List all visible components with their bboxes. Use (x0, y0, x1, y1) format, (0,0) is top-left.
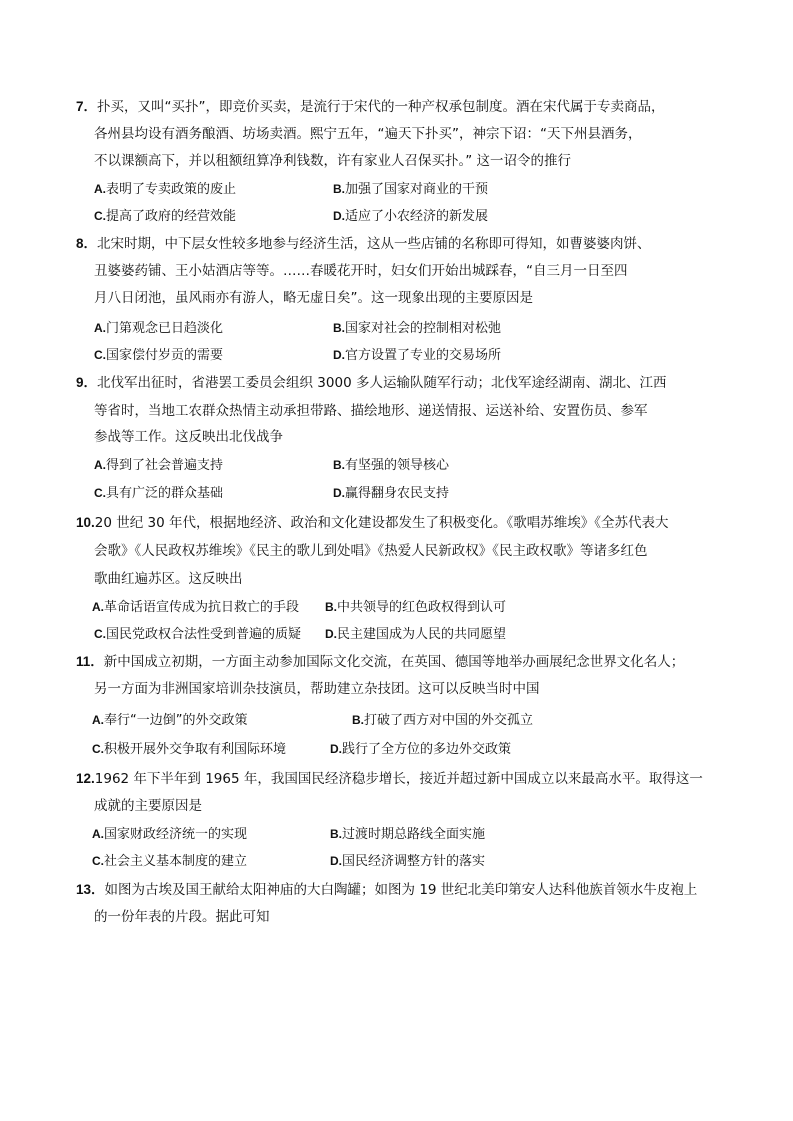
question-line (94, 908, 270, 926)
option-letter: C. (92, 742, 104, 756)
question-text: 等省时，当地工农群众热情主动承担带路、描绘地形、递送情报、运送补给、安置伤员、参军 (94, 403, 648, 419)
option-letter: B. (333, 458, 345, 472)
question-line (76, 881, 697, 899)
option-letter: D. (333, 348, 345, 362)
option-letter: D. (333, 486, 345, 500)
option-text: 国家财政经济统一的实现 (104, 827, 248, 842)
option-d[interactable] (330, 852, 485, 871)
question-line (94, 152, 571, 170)
question-line (94, 570, 243, 588)
question-number: 7． (76, 99, 98, 114)
option-text: 中共领导的红色政权得到认可 (337, 600, 507, 615)
question-line (94, 797, 202, 815)
question-line (76, 514, 669, 532)
question-text: 北伐军出征时，省港罢工委员会组织 3000 多人运输队随军行动；北伐军途经湖南、湖北、江西 (97, 375, 667, 391)
option-text: 打破了西方对中国的外交孤立 (364, 713, 534, 728)
option-text: 国民经济调整方针的落实 (342, 854, 486, 869)
option-letter: D. (325, 627, 337, 641)
question-line (76, 235, 651, 253)
option-text: 得到了社会普遍支持 (106, 458, 224, 473)
question-text: 歌曲红遍苏区。这反映出 (94, 571, 243, 587)
option-text: 有坚强的领导核心 (345, 458, 450, 473)
question-text: 不以课额高下，并以租额纽算净利钱数，许有家业人召保买扑。” 这一诏令的推行 (94, 153, 572, 169)
option-c[interactable] (94, 625, 301, 644)
question-text: 成就的主要原因是 (94, 798, 202, 814)
option-text: 过渡时期总路线全面实施 (342, 827, 486, 842)
option-letter: B. (333, 321, 345, 335)
question-text: 丑婆婆药铺、王小姑酒店等等。……春暖花开时，妇女们开始出城踩春，“自三月一日至四 (94, 263, 628, 279)
option-letter: B. (325, 600, 337, 614)
question-text: 各州县均设有酒务酿酒、坊场卖酒。熙宁五年，“遍天下扑买”，神宗下诏：“天下州县酒务， (94, 126, 642, 142)
question-line (94, 428, 283, 446)
option-letter: D. (333, 209, 345, 223)
option-text: 国民党政权合法性受到普遍的质疑 (106, 627, 302, 642)
question-line (94, 262, 628, 280)
option-a[interactable] (92, 711, 247, 730)
option-text: 门第观念已日趋淡化 (106, 321, 224, 336)
question-text: 月八日闭池，虽风雨亦有游人，略无虚日矣”。这一现象出现的主要原因是 (94, 290, 533, 306)
question-text: 参战等工作。这反映出北伐战争 (94, 429, 283, 445)
option-d[interactable] (330, 740, 511, 759)
question-line (94, 289, 533, 307)
option-text: 国家偿付岁贡的需要 (106, 348, 224, 363)
option-text: 加强了国家对商业的干预 (345, 182, 489, 197)
option-letter: A. (92, 827, 104, 841)
option-b[interactable] (352, 711, 533, 730)
question-line (76, 374, 666, 392)
question-text: 1962 年下半年到 1965 年，我国国民经济稳步增长，接近并超过新中国成立以来最高水平。取得这一 (94, 771, 703, 787)
question-line (76, 653, 684, 671)
option-b[interactable] (325, 598, 506, 617)
option-text: 国家对社会的控制相对松弛 (345, 321, 502, 336)
option-text: 官方设置了专业的交易场所 (345, 348, 502, 363)
question-line (76, 770, 703, 788)
option-c[interactable] (94, 484, 223, 503)
option-letter: C. (92, 854, 104, 868)
option-letter: C. (94, 627, 106, 641)
option-letter: A. (94, 321, 106, 335)
option-a[interactable] (94, 180, 236, 199)
question-number: 13． (76, 882, 105, 897)
option-a[interactable] (94, 456, 223, 475)
option-letter: B. (352, 713, 364, 727)
option-letter: C. (94, 209, 106, 223)
question-text: 如图为古埃及国王献给太阳神庙的大白陶罐；如图为 19 世纪北美印第安人达科他族首领水牛皮袍上 (104, 882, 698, 898)
question-line (76, 98, 665, 116)
option-text: 革命话语宣传成为抗日救亡的手段 (104, 600, 300, 615)
option-text: 践行了全方位的多边外交政策 (342, 742, 512, 757)
option-b[interactable] (333, 319, 501, 338)
option-d[interactable] (333, 484, 449, 503)
question-text: 的一份年表的片段。据此可知 (94, 909, 270, 925)
option-a[interactable] (94, 319, 223, 338)
option-text: 适应了小农经济的新发展 (345, 209, 489, 224)
option-text: 民主建国成为人民的共同愿望 (337, 627, 507, 642)
option-text: 赢得翻身农民支持 (345, 486, 450, 501)
option-c[interactable] (92, 740, 286, 759)
question-text: 会歌》《人民政权苏维埃》《民主的歌儿到处唱》《热爱人民新政权》《民主政权歌》等诸多红色 (94, 543, 648, 559)
option-c[interactable] (94, 346, 223, 365)
option-text: 奉行“一边倒”的外交政策 (104, 713, 248, 728)
option-letter: C. (94, 486, 106, 500)
question-text: 新中国成立初期，一方面主动参加国际文化交流，在英国、德国等地举办画展纪念世界文化名人； (103, 654, 685, 670)
question-number: 10. (76, 515, 95, 530)
option-b[interactable] (330, 825, 485, 844)
option-letter: B. (333, 182, 345, 196)
option-a[interactable] (92, 825, 247, 844)
option-letter: A. (94, 458, 106, 472)
option-d[interactable] (333, 346, 501, 365)
question-number: 11． (76, 654, 104, 669)
question-number: 9． (76, 375, 98, 390)
option-letter: A. (94, 182, 106, 196)
option-letter: B. (330, 827, 342, 841)
question-text: 另一方面为非洲国家培训杂技演员，帮助建立杂技团。这可以反映当时中国 (94, 681, 540, 697)
question-line (94, 680, 540, 698)
option-text: 提高了政府的经营效能 (106, 209, 237, 224)
option-letter: A. (92, 600, 104, 614)
option-letter: C. (94, 348, 106, 362)
question-line (94, 402, 648, 420)
option-text: 具有广泛的群众基础 (106, 486, 224, 501)
question-text: 20 世纪 30 年代，根据地经济、政治和文化建设都发生了积极变化。《歌唱苏维埃》《全苏代表大 (94, 515, 669, 531)
question-number: 12. (76, 771, 95, 786)
option-d[interactable] (325, 625, 506, 644)
option-a[interactable] (92, 598, 299, 617)
question-line (94, 125, 641, 143)
option-b[interactable] (333, 456, 449, 475)
option-letter: A. (92, 713, 104, 727)
question-text: 扑买，又叫“买扑”，即竞价买卖，是流行于宋代的一种产权承包制度。酒在宋代属于专卖商品， (97, 99, 665, 115)
option-letter: D. (330, 742, 342, 756)
question-line (94, 542, 648, 560)
option-text: 社会主义基本制度的建立 (104, 854, 248, 869)
question-text: 北宋时期，中下层女性较多地参与经济生活，这从一些店铺的名称即可得知，如曹婆婆肉饼、 (97, 236, 651, 252)
option-text: 积极开展外交争取有利国际环境 (104, 742, 287, 757)
option-c[interactable] (92, 852, 247, 871)
option-text: 表明了专卖政策的废止 (106, 182, 237, 197)
option-letter: D. (330, 854, 342, 868)
question-number: 8． (76, 236, 98, 251)
option-d[interactable] (333, 207, 488, 226)
option-c[interactable] (94, 207, 236, 226)
option-b[interactable] (333, 180, 488, 199)
